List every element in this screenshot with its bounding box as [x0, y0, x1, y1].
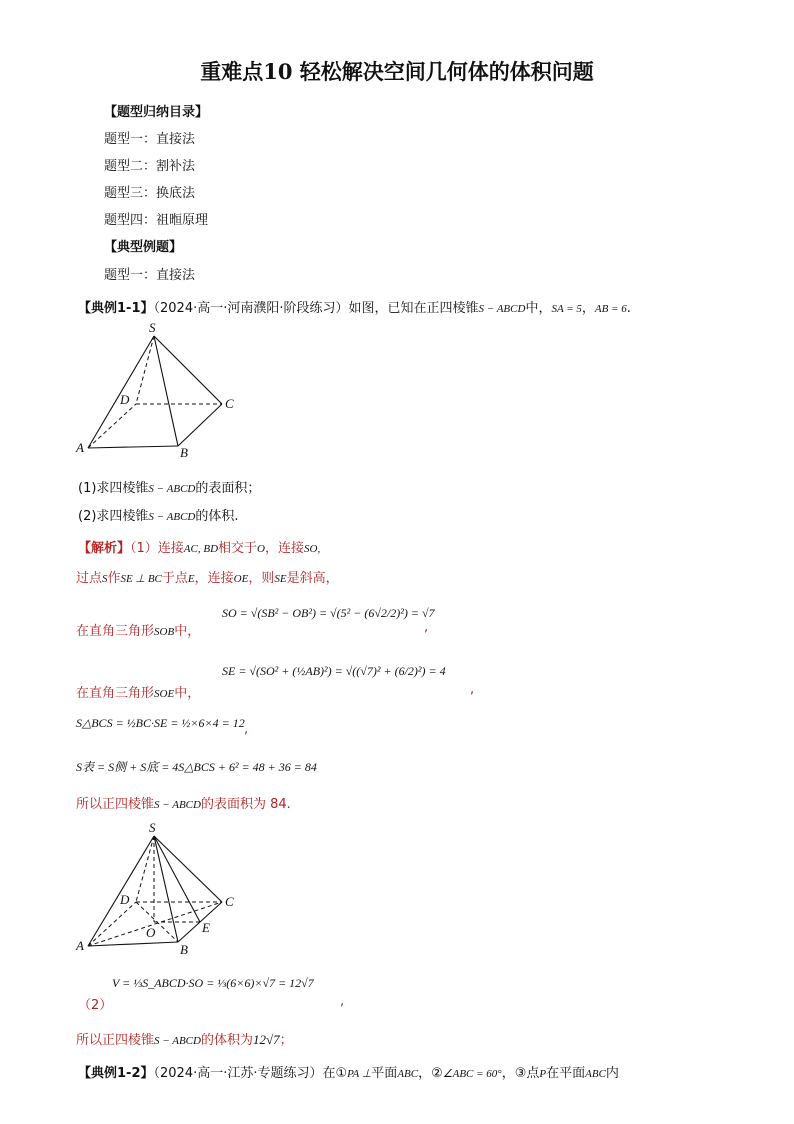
edge-sc [154, 336, 222, 404]
q2-text-a: (2)求四棱锥 [78, 509, 149, 524]
edge-sc [154, 836, 222, 902]
text: ，则 [248, 571, 275, 586]
edge-ab [88, 446, 178, 448]
math-sob: SOB [154, 626, 175, 638]
solution-line-3 [76, 620, 200, 639]
math-pyramid: S − ABCD [154, 799, 201, 811]
text-mid: 中， [525, 301, 552, 316]
text: 内 [605, 1066, 619, 1081]
text-comma: ， [581, 301, 595, 316]
text: ，③点 [501, 1066, 540, 1081]
math-o: O [257, 543, 265, 555]
toc-heading: 【题型归纳目录】 [104, 105, 209, 120]
math-pyramid: S − ABCD [478, 303, 526, 315]
text: （1）连接 [130, 541, 184, 556]
edge-bc [178, 404, 222, 446]
example-1-2-statement [78, 1062, 619, 1081]
example-tag: 【典例1-1】 [78, 301, 154, 316]
math-p: P [539, 1068, 547, 1080]
formula-area-bcs: S△BCS = ½BC·SE = ½×6×4 = 12 [76, 716, 245, 730]
edge-sd [136, 836, 154, 902]
math-se: SE [274, 573, 287, 585]
toc-item-2: 题型二：割补法 [104, 159, 196, 174]
text: 相交于 [218, 541, 258, 556]
toc-item-1: 题型一：直接法 [104, 132, 196, 147]
math-abc: ABC [397, 1068, 419, 1080]
examples-heading: 【典型例题】 [104, 240, 183, 255]
comma-red: , [340, 994, 345, 1009]
question-2 [78, 505, 239, 524]
label-d: D [120, 392, 130, 407]
example-1-1-statement [78, 297, 631, 316]
label-e: E [202, 920, 210, 935]
math-pyramid: S − ABCD [148, 483, 196, 495]
text: 作 [107, 571, 121, 586]
math-abc: ABC [585, 1068, 606, 1080]
math-ab: AB = 6 [594, 303, 627, 315]
math-e: E [187, 573, 195, 585]
q2-text-b: 的体积. [195, 509, 239, 524]
math-pa-perp: PA ⊥ [347, 1068, 372, 1080]
label-s: S [149, 320, 156, 335]
label-a: A [76, 938, 84, 953]
solution-line-2 [76, 567, 339, 586]
label-b: B [180, 942, 188, 957]
edge-sd [136, 336, 154, 404]
text: 中， [174, 624, 201, 639]
solution-line-4 [76, 682, 200, 701]
text: 在直角三角形 [76, 686, 155, 701]
math-volume-value: 12√7 [252, 1032, 280, 1047]
math-soe: SOE [154, 688, 175, 700]
math-pyramid: S − ABCD [154, 1035, 201, 1047]
edge-se [154, 836, 200, 922]
q1-text-a: (1)求四棱锥 [78, 481, 149, 496]
edge-sa [88, 836, 154, 946]
edge-sb [154, 836, 178, 942]
formula-se: SE = √(SO² + (½AB)²) = √((√7)² + (6/2)²) = 4 [222, 664, 446, 678]
formula-surface: S表 = S侧 + S底 = 4S△BCS + 6² = 48 + 36 = 84 [76, 760, 317, 774]
text: 是斜高， [286, 571, 339, 586]
label-o: O [146, 925, 156, 940]
text: 于点 [161, 571, 188, 586]
solution-line-7 [76, 793, 291, 812]
text: ； [279, 1033, 293, 1048]
math-so: SO, [304, 543, 321, 555]
formula-volume: V = ⅓S_ABCD·SO = ⅓(6×6)×√7 = 12√7 [112, 976, 314, 990]
section-heading-1: 题型一：直接法 [104, 268, 196, 283]
math-sa: SA = 5 [551, 303, 582, 315]
text: 所以正四棱锥 [76, 797, 155, 812]
text: ，② [418, 1066, 443, 1081]
figure-pyramid-1 [70, 318, 250, 460]
text: ，连接 [265, 541, 305, 556]
text: 的体积为 [200, 1033, 253, 1048]
label-c: C [225, 396, 234, 411]
edge-ad [88, 902, 136, 946]
toc-item-3: 题型三：换底法 [104, 186, 196, 201]
text: 过点 [76, 571, 103, 586]
label-s: S [149, 820, 156, 835]
label-c: C [225, 894, 234, 909]
math-angle-abc: ∠ABC = 60° [442, 1068, 502, 1080]
text: （2024·高一·江苏·专题练习）在① [153, 1066, 348, 1081]
text-end: . [626, 301, 631, 316]
example-source: （2024·高一·河南濮阳·阶段练习）如图，已知在正四棱锥 [153, 301, 479, 316]
text: 的表面积为 84. [200, 797, 291, 812]
math-s: S [102, 573, 108, 585]
question-1 [78, 477, 260, 496]
solution-tag: 【解析】 [78, 541, 131, 556]
label-d: D [120, 892, 130, 907]
edge-sb [154, 336, 178, 446]
text: 所以正四棱锥 [76, 1033, 155, 1048]
part-2-label: （2） [78, 998, 113, 1013]
label-a: A [76, 440, 84, 455]
toc-item-4: 题型四：祖暅原理 [104, 213, 209, 228]
math-pyramid: S − ABCD [148, 511, 196, 523]
example-tag: 【典例1-2】 [78, 1066, 154, 1081]
solution-line-9 [76, 1029, 293, 1048]
comma-red: , [244, 722, 249, 737]
math-se-perp-bc: SE ⊥ BC [120, 573, 162, 585]
text: 中， [174, 686, 201, 701]
edge-ab [88, 942, 178, 946]
q1-text-b: 的表面积； [195, 481, 261, 496]
page-title: 重难点10 轻松解决空间几何体的体积问题 [200, 59, 594, 84]
figure-pyramid-2 [70, 818, 250, 958]
text: 平面 [371, 1066, 398, 1081]
comma-red: , [470, 682, 475, 697]
text: ，连接 [194, 571, 234, 586]
formula-so: SO = √(SB² − OB²) = √(5² − (6√2/2)²) = √7 [222, 606, 435, 620]
text: 在直角三角形 [76, 624, 155, 639]
comma-red: , [424, 620, 429, 635]
math-ac-bd: AC, BD [183, 543, 219, 555]
edge-ad [88, 404, 136, 448]
math-oe: OE [233, 573, 249, 585]
label-b: B [180, 445, 188, 460]
text: 在平面 [546, 1066, 586, 1081]
solution-line-1 [78, 537, 320, 556]
